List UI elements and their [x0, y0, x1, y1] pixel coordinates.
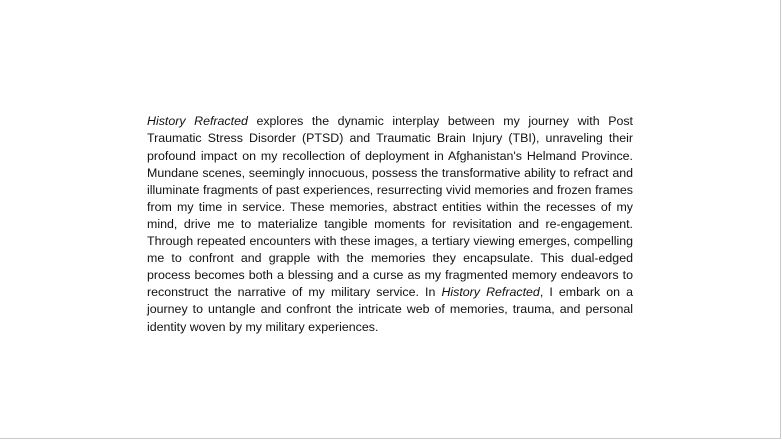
statement-text-2: , I embark on a journey to untangle and confront the intricate web of memories, trauma, and personal identity woven by my military experiences. — [147, 285, 633, 334]
artist-statement-paragraph — [147, 113, 633, 335]
title-italic-1: History Refracted — [147, 114, 248, 129]
statement-text-1: explores the dynamic interplay between my journey with Post Traumatic Stress Disorder (PTSD) and Traumatic Brain Injury (TBI), unraveling their profound impact on my recollection of deployment in Afghanistan's Helmand Province. Mundane scenes, seemingly innocuous, possess the transformative ability to refract and illuminate fragments of past experiences, resurrecting vivid memories and frozen frames from my time in service. These memories, abstract entities within the recesses of my mind, drive me to materialize tangible moments for revisitation and re-engagement. Through repeated encounters with these images, a tertiary viewing emerges, compelling me to confront and grapple with the memories they encapsulate. This dual-edged process becomes both a blessing and a curse as my fragmented memory endeavors to reconstruct the narrative of my military service. In — [147, 114, 633, 300]
title-italic-2: History Refracted — [441, 285, 540, 300]
